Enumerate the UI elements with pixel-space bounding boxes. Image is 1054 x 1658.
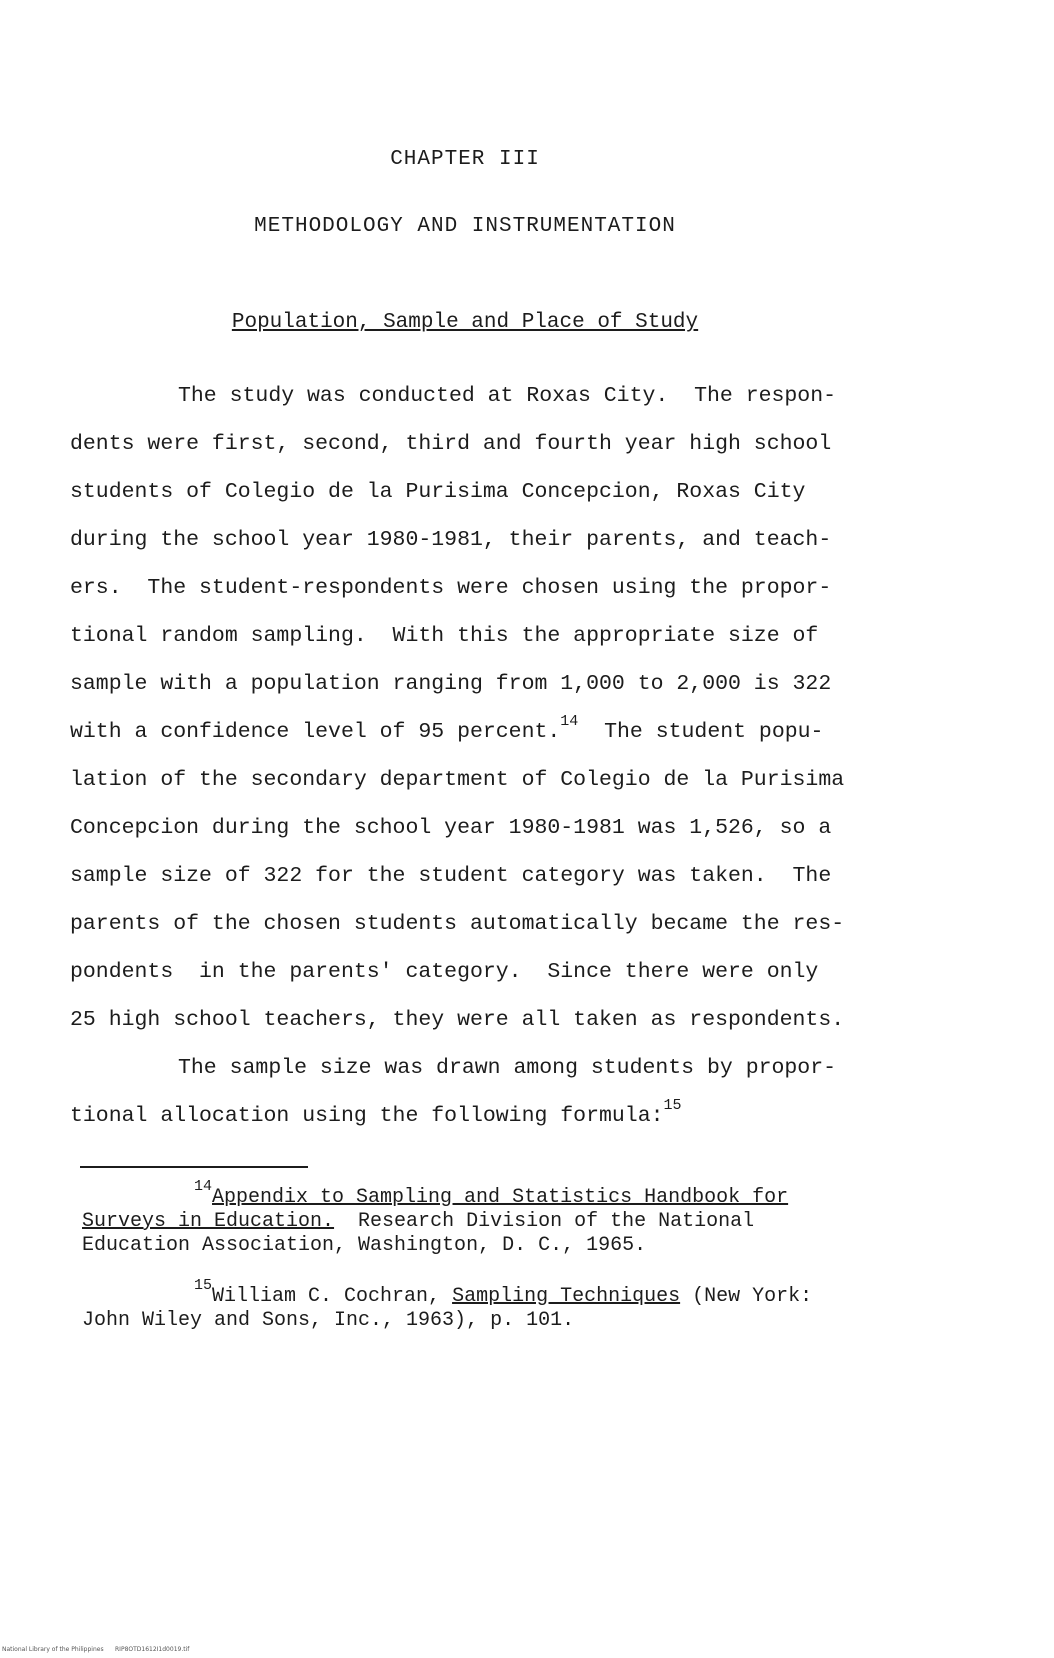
footnote-line: John Wiley and Sons, Inc., 1963), p. 101. bbox=[82, 1309, 575, 1332]
footnote-ref-14: 14 bbox=[560, 713, 579, 730]
footnote-title: Appendix to Sampling and Statistics Handbook for bbox=[212, 1186, 789, 1209]
paragraph-line: Concepcion during the school year 1980-1981 was 1,526, so a bbox=[70, 816, 832, 840]
paragraph-line: lation of the secondary department of Colegio de la Purisima bbox=[70, 768, 845, 792]
footnote-line: Education Association, Washington, D. C., 1965. bbox=[82, 1234, 647, 1257]
footnote-title: Sampling Techniques bbox=[452, 1285, 681, 1308]
paragraph-line: 25 high school teachers, they were all taken as respondents. bbox=[70, 1008, 845, 1032]
footnote-text: (New York: bbox=[680, 1285, 813, 1308]
line-text: The student popu- bbox=[578, 720, 824, 744]
section-heading-text: Population, Sample and Place of Study bbox=[231, 311, 699, 334]
paragraph-line bbox=[70, 1092, 930, 1140]
scan-footer: National Library of the Philippines RIP8OTD1612I1d0019.tif bbox=[2, 1646, 190, 1653]
paragraph-line bbox=[70, 708, 930, 756]
section-heading bbox=[0, 311, 930, 334]
paragraph-line: The study was conducted at Roxas City. The respon- bbox=[178, 384, 837, 408]
footnote-author: William C. Cochran, bbox=[212, 1285, 453, 1308]
footnote-number: 14 bbox=[194, 1178, 213, 1195]
paragraph-line: The sample size was drawn among students by propor- bbox=[178, 1056, 837, 1080]
paragraph-line: during the school year 1980-1981, their parents, and teach- bbox=[70, 528, 832, 552]
footnote-text: Research Division of the National bbox=[334, 1210, 755, 1233]
footnote-line bbox=[82, 1178, 952, 1210]
paragraph-line: pondents in the parents' category. Since there were only bbox=[70, 960, 819, 984]
paragraph-line: dents were first, second, third and fourth year high school bbox=[70, 432, 832, 456]
chapter-title: METHODOLOGY AND INSTRUMENTATION bbox=[254, 215, 676, 238]
paragraph-1 bbox=[70, 372, 930, 1140]
footnote-title: Surveys in Education. bbox=[82, 1210, 335, 1233]
footnote-ref-15: 15 bbox=[663, 1097, 682, 1114]
paragraph-line: ers. The student-respondents were chosen using the propor- bbox=[70, 576, 832, 600]
line-text: with a confidence level of 95 percent. bbox=[70, 720, 561, 744]
paragraph-line: students of Colegio de la Purisima Concepcion, Roxas City bbox=[70, 480, 806, 504]
paragraph-line: parents of the chosen students automatically became the res- bbox=[70, 912, 845, 936]
footnote-divider bbox=[80, 1166, 308, 1168]
paragraph-line: sample with a population ranging from 1,000 to 2,000 is 322 bbox=[70, 672, 832, 696]
chapter-label: CHAPTER III bbox=[390, 148, 540, 171]
footnote-14 bbox=[82, 1178, 952, 1258]
line-text: tional allocation using the following formula: bbox=[70, 1104, 664, 1128]
footnote-15 bbox=[82, 1277, 952, 1333]
paragraph-line: sample size of 322 for the student category was taken. The bbox=[70, 864, 832, 888]
footnote-number: 15 bbox=[194, 1277, 213, 1294]
paragraph-line: tional random sampling. With this the appropriate size of bbox=[70, 624, 819, 648]
footnote-line bbox=[82, 1210, 952, 1234]
footnote-line bbox=[82, 1277, 952, 1309]
